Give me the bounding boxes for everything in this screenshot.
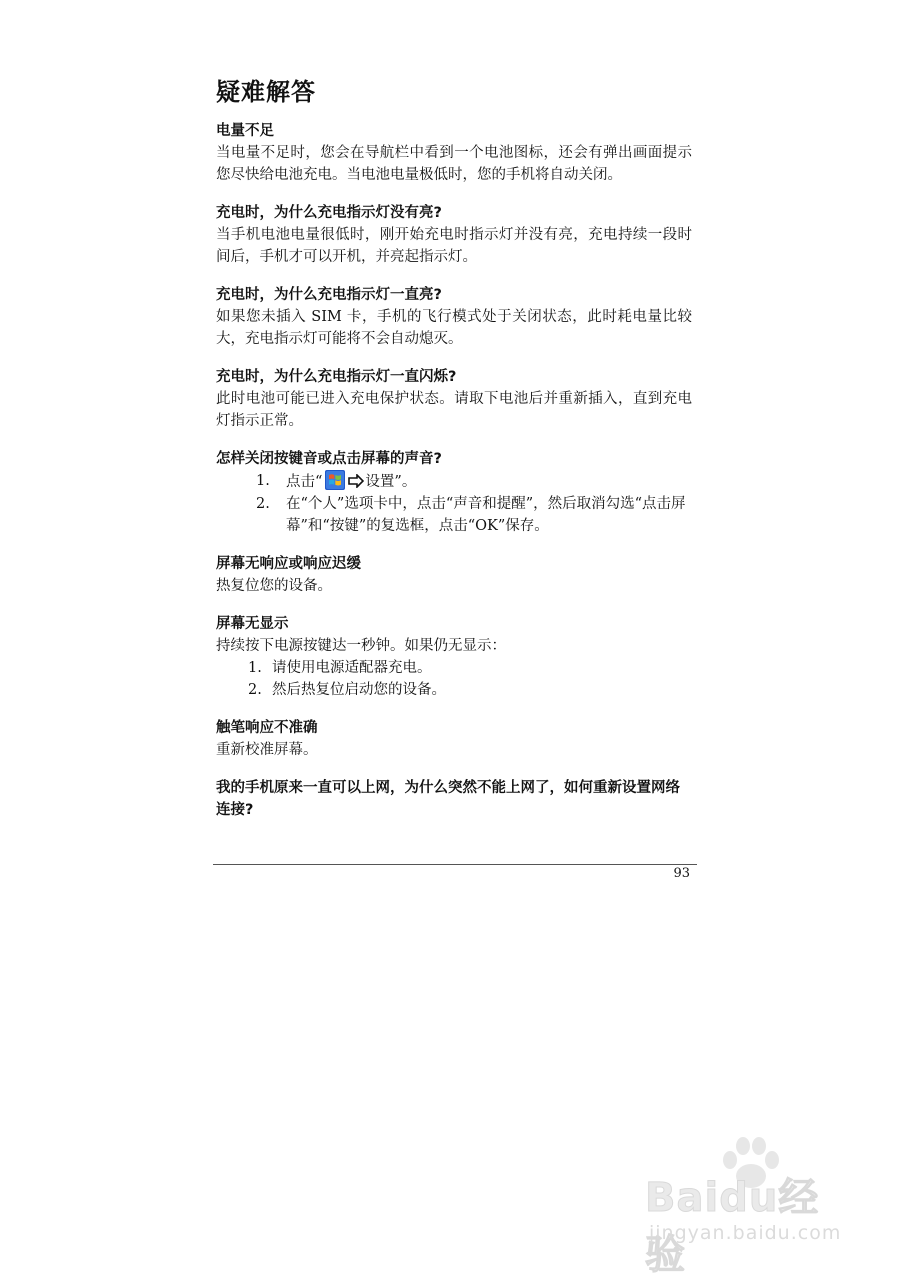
faq-question: 电量不足 [216,123,274,139]
faq-question: 触笔响应不准确 [216,720,318,736]
page-title: 疑难解答 [216,78,316,106]
step-text-post: 设置”。 [365,474,417,490]
step-number: 1. [256,473,270,489]
faq-answer: 如果您未插入 SIM 卡，手机的飞行模式处于关闭状态，此时耗电量比较大，充电指示灯可能将不会自动熄灭。 [216,309,692,347]
step-number: 2. [248,682,262,698]
step-number: 1. [248,660,262,676]
page-number: 93 [673,866,690,881]
step-text: 然后热复位启动您的设备。 [272,682,446,698]
faq-question: 屏幕无显示 [216,616,289,632]
faq-answer: 当手机电池电量很低时，刚开始充电时指示灯并没有亮，充电持续一段时间后，手机才可以开机，并亮起指示灯。 [216,227,692,265]
step-text: 在“个人”选项卡中，点击“声音和提醒”，然后取消勾选“点击屏幕”和“按键”的复选框，点击“OK”保存。 [286,496,686,534]
list-item [216,657,692,679]
arrow-right-icon [348,474,364,488]
faq-answer: 热复位您的设备。 [216,578,332,594]
step-text: 请使用电源适配器充电。 [272,660,432,676]
faq-answer: 此时电池可能已进入充电保护状态。请取下电池后并重新插入，直到充电灯指示正常。 [216,391,692,429]
faq-content [216,120,692,837]
list-item [216,470,692,493]
faq-question: 充电时，为什么充电指示灯一直亮? [216,287,442,303]
faq-section-no-display [216,613,692,701]
faq-question: 充电时，为什么充电指示灯没有亮? [216,205,442,221]
faq-question: 充电时，为什么充电指示灯一直闪烁? [216,369,457,385]
list-item [216,493,692,537]
faq-answer: 持续按下电源按键达一秒钟。如果仍无显示： [216,638,506,654]
faq-section-indicator-on [216,284,692,350]
baidu-watermark [645,1140,855,1278]
faq-section-indicator-blink [216,366,692,432]
step-list [216,657,692,701]
footer-divider [213,864,697,865]
faq-question: 屏幕无响应或响应迟缓 [216,556,361,572]
faq-section-stylus [216,717,692,761]
faq-section-key-sound [216,448,692,537]
faq-question: 怎样关闭按键音或点击屏幕的声音? [216,451,442,467]
faq-answer: 当电量不足时，您会在导航栏中看到一个电池图标，还会有弹出画面提示您尽快给电池充电。当电池电量极低时，您的手机将自动关闭。 [216,145,692,183]
step-number: 2. [256,496,270,512]
watermark-url: jingyan.baidu.com [649,1222,842,1244]
step-text-pre: 点击“ [286,474,323,490]
faq-section-indicator-off [216,202,692,268]
faq-section-unresponsive [216,553,692,597]
faq-answer: 重新校准屏幕。 [216,742,318,758]
faq-section-low-battery [216,120,692,186]
faq-section-network [216,777,692,821]
windows-start-icon [325,470,345,490]
faq-question: 我的手机原来一直可以上网，为什么突然不能上网了，如何重新设置网络连接? [216,780,680,818]
watermark-brand: Baidu经验 [645,1175,820,1278]
list-item [216,679,692,701]
step-list [216,470,692,537]
